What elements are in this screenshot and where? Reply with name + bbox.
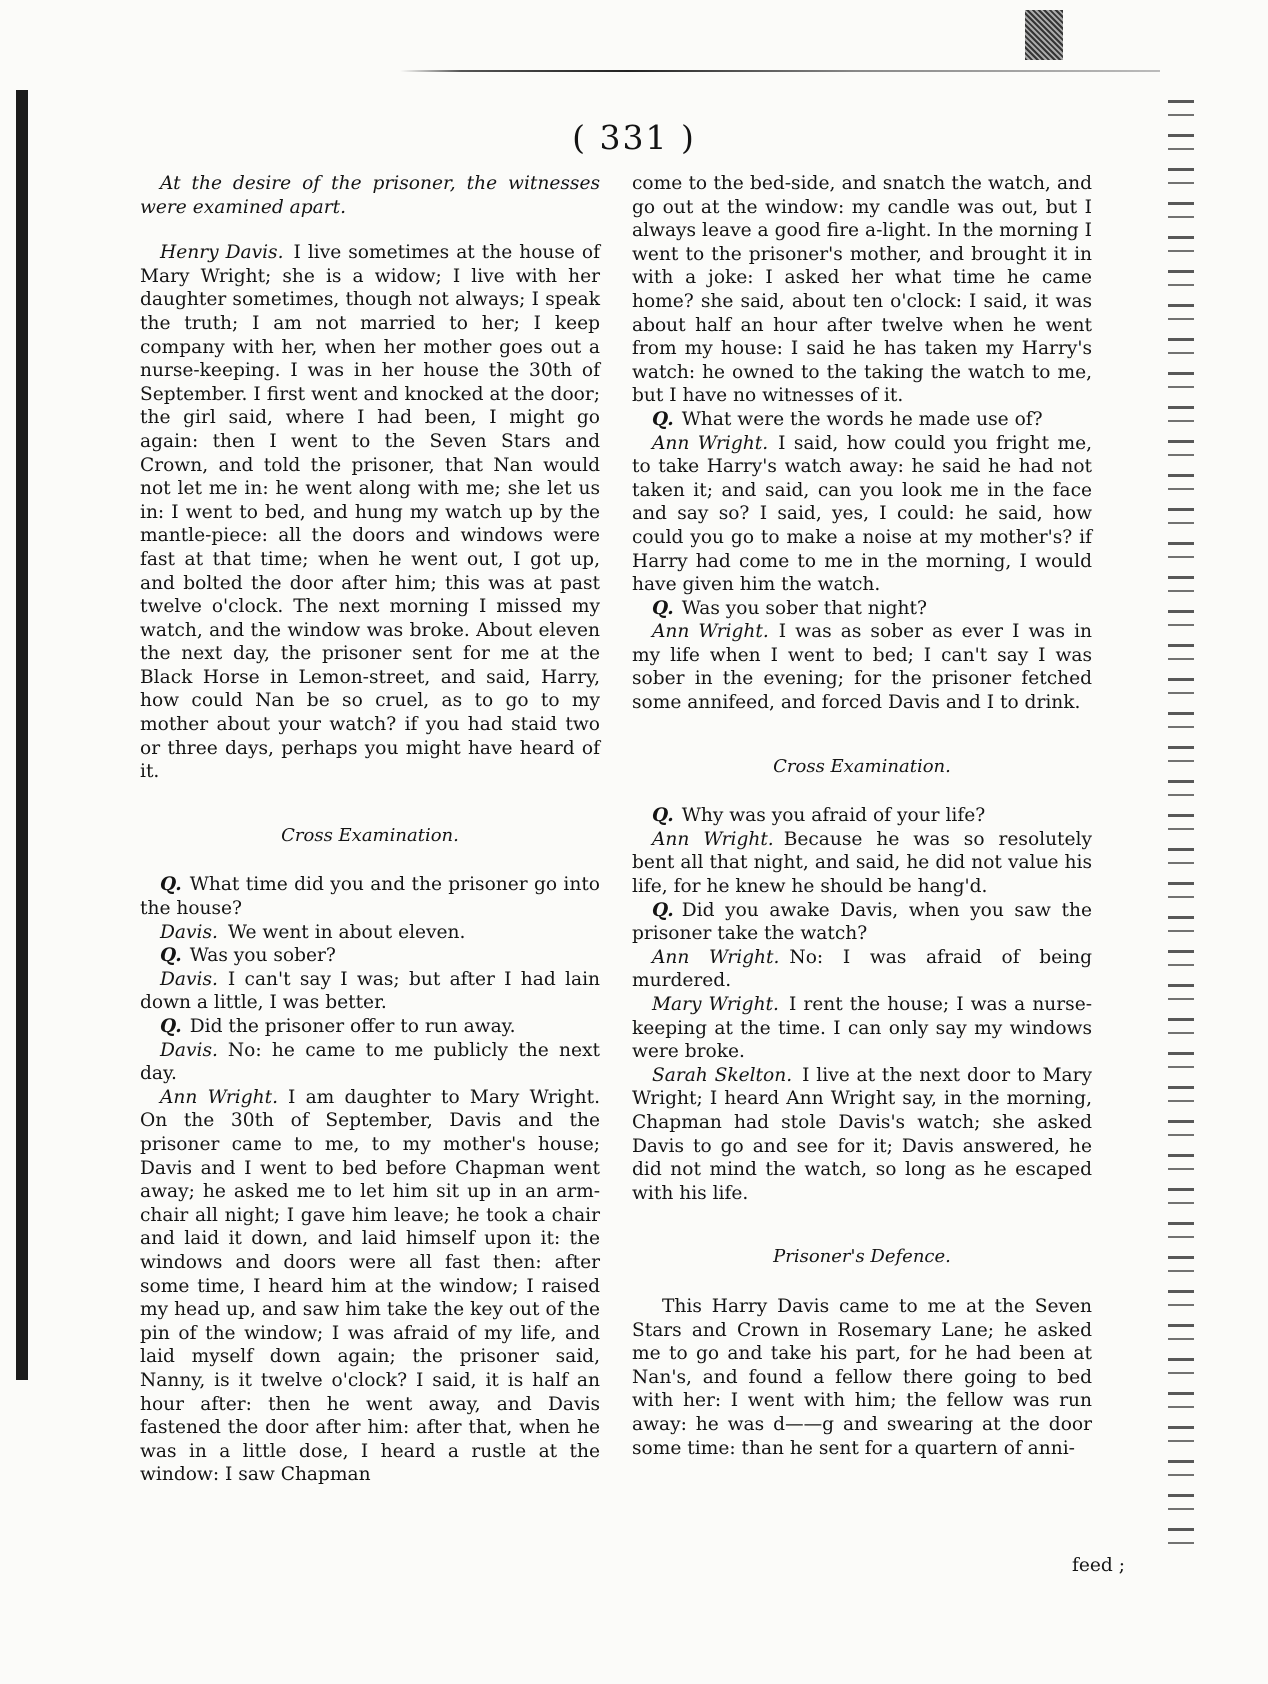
defence-paragraph: This Harry Davis came to me at the Seven Stars and Crown in Rosemary Lane; he asked me to go and take his part, for he had been at Nan's, and found a fellow there going to bed with her: I went with him; the fellow was run away: he was d——g and swearing at the door some time: than he sent for a quartern of anni- bbox=[632, 1295, 1092, 1459]
question-text: Was you sober that night? bbox=[681, 597, 927, 619]
answer bbox=[140, 921, 600, 945]
answer-text: No: he came to me publicly the next day. bbox=[140, 1039, 600, 1085]
answer bbox=[140, 1039, 600, 1086]
answer-text: I said, how could you fright me, to take Harry's watch away: he said he had not taken it; and said, can you look me in the face and say so? I said, yes, I could: he said, how could you go to make a noise at my mother's? if Harry had come to me in the morning, I would have given him the watch. bbox=[632, 432, 1092, 596]
continued-paragraph: come to the bed-side, and snatch the watch, and go out at the window: my candle was out, but I always leave a good fire a-light. In the morning I went to the prisoner's mother, and brought it in with a joke: I asked her what time he came home? she said, about ten o'clock: I said, it was about half an hour after twelve when he went from my house: I said he has taken my Harry's watch: he owned to the taking the watch to me, but I have no witnesses of it. bbox=[632, 173, 1092, 407]
answer-text: We went in about eleven. bbox=[227, 921, 466, 943]
answer bbox=[140, 968, 600, 1015]
testimony-paragraph bbox=[140, 241, 600, 784]
answer-text: Because he was so resolutely bent all that night, and said, he did not value his life, for he knew he should be hang'd. bbox=[632, 828, 1092, 898]
question bbox=[140, 944, 600, 968]
scan-right-edge bbox=[1168, 100, 1194, 1550]
question bbox=[140, 873, 600, 920]
question-mark: Q. bbox=[652, 597, 674, 619]
scan-left-edge bbox=[16, 90, 28, 1380]
testimony-text: I live at the next door to Mary Wright; I heard Ann Wright say, in the morning, Chapman had stole Davis's watch; she asked Davis to go and see for it; Davis answered, he did not mind the watch, so long as he escaped with his life. bbox=[632, 1064, 1092, 1204]
question bbox=[632, 804, 1092, 828]
testimony-paragraph bbox=[632, 1064, 1092, 1206]
question-text: Did the prisoner offer to run away. bbox=[189, 1016, 516, 1037]
testimony-paragraph bbox=[140, 1086, 600, 1487]
speaker-name: Ann Wright. bbox=[652, 621, 769, 643]
top-rule bbox=[400, 70, 1160, 72]
question bbox=[632, 899, 1092, 946]
answer-text: I was as sober as ever I was in my life when I went to bed; I can't say I was sober in the evening; for the prisoner fetched some annifeed, and forced Davis and I to drink. bbox=[632, 621, 1092, 714]
question-mark: Q. bbox=[652, 408, 674, 430]
answer bbox=[632, 620, 1092, 714]
testimony-paragraph bbox=[632, 993, 1092, 1064]
testimony-text: I rent the house; I was a nurse-keeping at the time. I can only say my windows were broke. bbox=[632, 994, 1092, 1063]
intro-note: At the desire of the prisoner, the witnesses were examined apart. bbox=[140, 173, 600, 218]
speaker-name: Henry Davis. bbox=[160, 242, 284, 264]
catchword: feed ; bbox=[1072, 1555, 1125, 1576]
section-heading: Cross Examination. bbox=[773, 755, 951, 777]
speaker-name: Ann Wright. bbox=[652, 432, 769, 454]
speaker-name: Davis. bbox=[160, 968, 218, 990]
speaker-name: Ann Wright. bbox=[160, 1086, 278, 1108]
question-text: Why was you afraid of your life? bbox=[681, 805, 986, 827]
question-mark: Q. bbox=[160, 1016, 182, 1037]
speaker-name: Sarah Skelton. bbox=[652, 1064, 793, 1086]
question bbox=[632, 597, 1092, 621]
question bbox=[140, 1015, 600, 1039]
testimony-text: I live sometimes at the house of Mary Wright; she is a widow; I live with her daughter sometimes, though not always; I speak the truth; I am not married to her; I keep company with her, when her mother goes out a nurse-keeping. I was in her house the 30th of September. I first went and knocked at the door; the girl said, where I had been, I might go again: then I went to the Seven Stars and Crown, and told the prisoner, that Nan would not let me in: he went along with me; she let us in: I went to bed, and hung my watch up by the mantle-piece: all the doors and windows were fast at that time; when he went out, I got up, and bolted the door after him; this was at past twelve o'clock. The next morning I missed my watch, and the window was broke. About eleven the next day, the prisoner sent for me at the Black Horse in Lemon-street, and said, Harry, how could Nan be so cruel, as to go to my mother about your watch? if you had staid two or three days, perhaps you might have heard of it. bbox=[140, 242, 601, 783]
answer-text: I can't say I was; but after I had lain down a little, I was better. bbox=[140, 968, 600, 1014]
question-mark: Q. bbox=[160, 945, 182, 967]
question-text: What time did you and the prisoner go into the house? bbox=[140, 874, 600, 920]
question-mark: Q. bbox=[160, 874, 182, 896]
left-column bbox=[140, 172, 600, 1487]
answer bbox=[632, 946, 1092, 993]
speaker-name: Ann Wright. bbox=[652, 946, 780, 968]
answer bbox=[632, 828, 1092, 899]
answer-text: No: I was afraid of being murdered. bbox=[632, 946, 1092, 992]
testimony-text: I am daughter to Mary Wright. On the 30th of September, Davis and the prisoner came to me, to my mother's house; Davis and I went to bed before Chapman went away; he asked me to let him sit up in an arm-chair all night; I gave him leave; he took a chair and laid it down, and laid himself upon it: the windows and doors were all fast then: after some time, I heard him at the window; I raised my head up, and saw him take the key out of the pin of the window; I was afraid of my life, and laid myself down again; the prisoner said, Nanny, is it twelve o'clock? I said, it is half an hour after: then he went away, and Davis fastened the door after him: after that, when he was in a little dose, I heard a rustle at the window: I saw Chapman bbox=[140, 1086, 601, 1486]
answer bbox=[632, 432, 1092, 597]
right-column bbox=[632, 172, 1092, 1460]
section-heading: Cross Examination. bbox=[281, 824, 459, 846]
question-text: What were the words he made use of? bbox=[681, 408, 1043, 430]
section-heading: Prisoner's Defence. bbox=[773, 1246, 951, 1268]
speaker-name: Mary Wright. bbox=[652, 994, 779, 1015]
question-text: Did you awake Davis, when you saw the prisoner take the watch? bbox=[632, 899, 1092, 945]
question bbox=[632, 408, 1092, 432]
speaker-name: Davis. bbox=[160, 921, 218, 943]
speaker-name: Ann Wright. bbox=[652, 828, 774, 850]
speaker-name: Davis. bbox=[160, 1039, 218, 1061]
question-mark: Q. bbox=[652, 899, 674, 921]
page-number: ( 331 ) bbox=[572, 118, 696, 157]
scan-corner-mark bbox=[1025, 10, 1063, 60]
question-mark: Q. bbox=[652, 805, 674, 827]
question-text: Was you sober? bbox=[189, 945, 336, 967]
